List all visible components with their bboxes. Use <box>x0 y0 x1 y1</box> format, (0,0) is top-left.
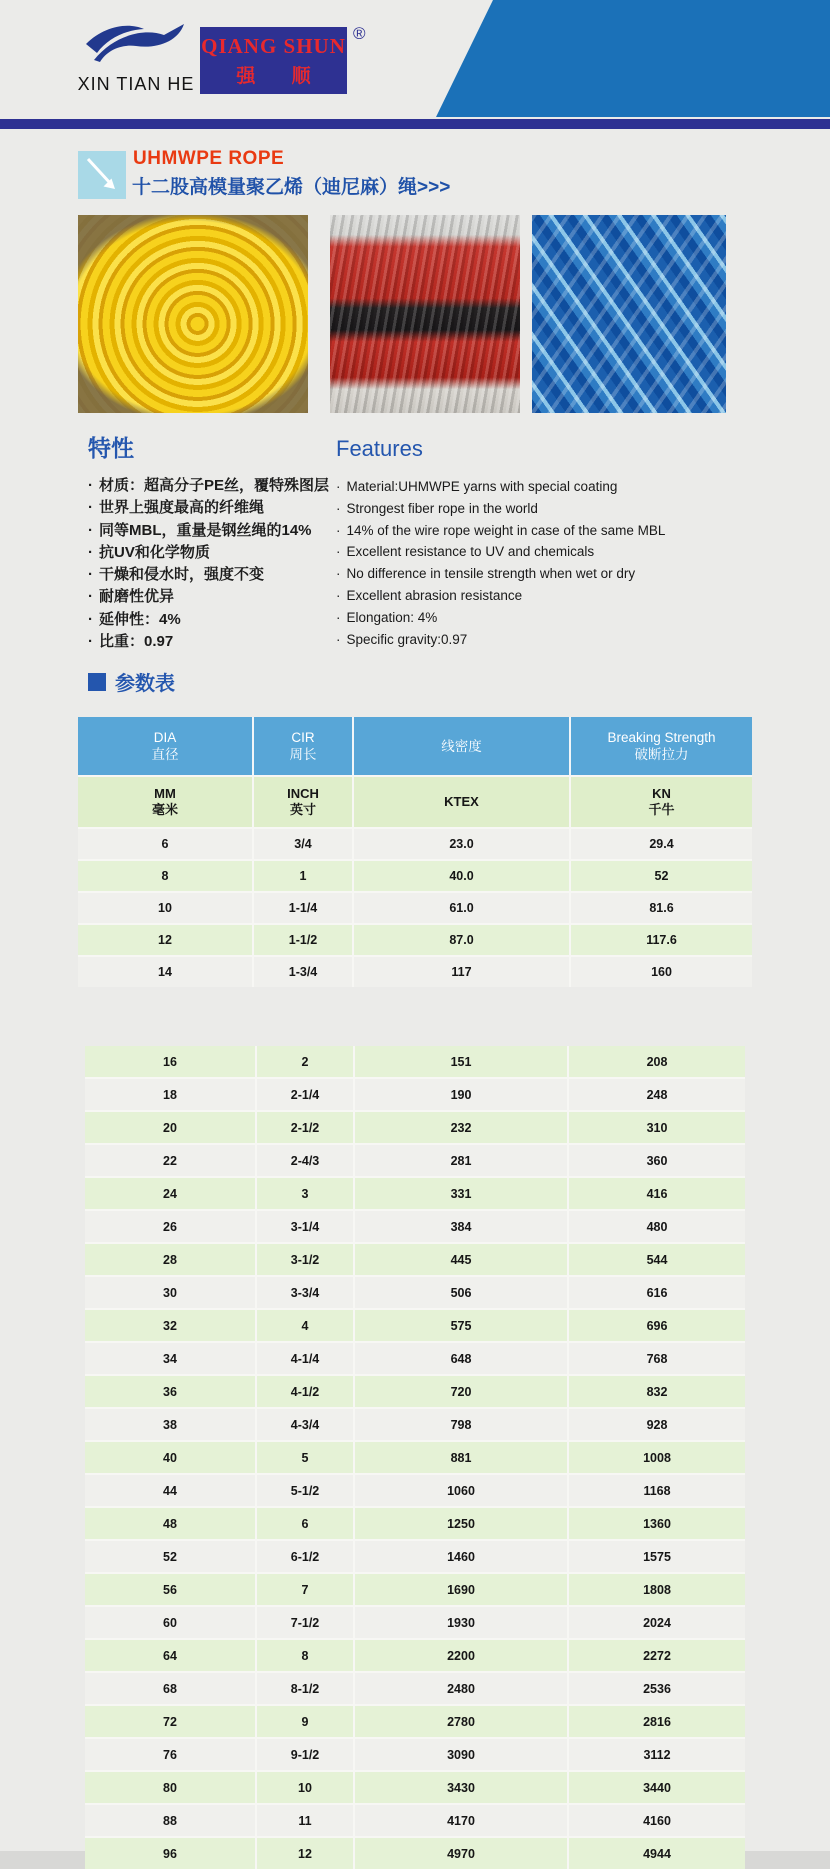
table-row <box>85 1275 745 1308</box>
table-cell: 14 <box>78 957 254 987</box>
table-cell: 881 <box>355 1442 569 1473</box>
table-cell: 23.0 <box>354 829 571 859</box>
column-unit <box>354 777 571 827</box>
bullet-dot-icon: · <box>336 479 341 494</box>
table-cell: 10 <box>257 1772 355 1803</box>
table-cell: 5-1/2 <box>257 1475 355 1506</box>
brand-name-en: QIANG SHUN <box>201 33 346 58</box>
table-cell: 331 <box>355 1178 569 1209</box>
column-header <box>354 717 571 775</box>
bullet-dot-icon: · <box>88 588 93 606</box>
column-header <box>571 717 752 775</box>
parameters-heading <box>88 667 175 696</box>
feature-item <box>88 475 343 497</box>
table-cell: 10 <box>78 893 254 923</box>
table-cell: 2200 <box>355 1640 569 1671</box>
feature-item <box>336 520 726 542</box>
table-cell: 4-3/4 <box>257 1409 355 1440</box>
table-cell: 1690 <box>355 1574 569 1605</box>
table-cell: 2480 <box>355 1673 569 1704</box>
table-cell: 3/4 <box>254 829 354 859</box>
table-row <box>85 1506 745 1539</box>
table-row <box>85 1440 745 1473</box>
table-cell: 1575 <box>643 1549 671 1564</box>
photo-yellow-rope <box>78 215 308 413</box>
table-cell: 60 <box>85 1607 257 1638</box>
feature-text: Material:UHMWPE yarns with special coating <box>346 479 618 494</box>
brand-zh-char: 顺 <box>291 65 311 87</box>
table-cell: 544 <box>646 1252 668 1267</box>
table-row <box>85 1539 745 1572</box>
table-cell: 696 <box>646 1318 668 1333</box>
table-cell: 3-1/2 <box>257 1244 355 1275</box>
table-cell: 52 <box>654 869 669 883</box>
registered-trademark-symbol: ® <box>353 24 366 43</box>
table-row <box>85 1770 745 1803</box>
company-logo <box>68 20 204 95</box>
column-unit-line: 千牛 <box>648 802 675 817</box>
table-cell: 117 <box>354 957 571 987</box>
table-cell: 768 <box>646 1351 668 1366</box>
feature-item <box>88 631 343 653</box>
table-cell: 16 <box>85 1046 257 1077</box>
column-unit-line: 毫米 <box>151 802 178 817</box>
table-cell: 2816 <box>643 1714 671 1729</box>
table-cell: 360 <box>646 1153 668 1168</box>
feature-text: Strongest fiber rope in the world <box>346 500 538 516</box>
column-header-line: Breaking Strength <box>607 730 716 745</box>
table-cell: 190 <box>355 1079 569 1110</box>
bullet-dot-icon: · <box>88 477 93 494</box>
table-header-row <box>78 717 752 775</box>
table-cell: 24 <box>85 1178 257 1209</box>
table-cell: 2272 <box>643 1648 671 1663</box>
product-title-en: UHMWPE ROPE <box>133 148 285 169</box>
table-row <box>85 1242 745 1275</box>
table-cell: 151 <box>355 1046 569 1077</box>
bullet-dot-icon: · <box>336 522 341 538</box>
column-unit-line: KTEX <box>444 794 479 809</box>
table-cell: 208 <box>646 1054 668 1069</box>
table-cell: 52 <box>85 1541 257 1572</box>
table-row <box>85 1737 745 1770</box>
bullet-dot-icon: · <box>336 566 341 582</box>
table-cell: 4-1/4 <box>257 1343 355 1374</box>
table-cell: 61.0 <box>354 893 571 923</box>
table-row <box>78 923 752 955</box>
table-cell: 8 <box>78 861 254 891</box>
bullet-dot-icon: · <box>336 544 341 560</box>
table-row <box>85 1638 745 1671</box>
table-cell: 38 <box>85 1409 257 1440</box>
table-cell: 2 <box>257 1046 355 1077</box>
table-cell: 1168 <box>643 1483 671 1498</box>
table-cell: 4970 <box>355 1838 569 1869</box>
table-cell: 88 <box>85 1805 257 1836</box>
table-row <box>85 1407 745 1440</box>
table-cell: 76 <box>85 1739 257 1770</box>
table-cell: 4160 <box>643 1813 671 1828</box>
feature-text: No difference in tensile strength when wet or dry <box>346 566 636 582</box>
table-row <box>85 1704 745 1737</box>
table-cell: 7 <box>257 1574 355 1605</box>
table-cell: 2-1/2 <box>257 1112 355 1143</box>
table-cell: 48 <box>85 1508 257 1539</box>
bullet-dot-icon: · <box>88 566 93 584</box>
table-row <box>85 1671 745 1704</box>
table-body <box>78 827 752 987</box>
table-cell: 232 <box>355 1112 569 1143</box>
table-cell: 832 <box>646 1384 668 1399</box>
table-row <box>85 1209 745 1242</box>
column-unit-line: INCH <box>287 786 319 801</box>
bullet-dot-icon: · <box>336 631 341 647</box>
table-cell: 44 <box>85 1475 257 1506</box>
features-section-en <box>336 436 726 650</box>
features-list-zh <box>88 475 343 653</box>
table-cell: 616 <box>646 1285 668 1300</box>
table-cell: 480 <box>646 1219 668 1234</box>
table-cell: 3090 <box>355 1739 569 1770</box>
table-cell: 4 <box>257 1310 355 1341</box>
table-cell: 26 <box>85 1211 257 1242</box>
column-unit <box>78 777 254 827</box>
table-cell: 5 <box>257 1442 355 1473</box>
table-cell: 22 <box>85 1145 257 1176</box>
table-cell: 6 <box>78 829 254 859</box>
bullet-dot-icon: · <box>88 633 93 651</box>
column-header-line: 线密度 <box>441 738 482 754</box>
table-cell: 384 <box>355 1211 569 1242</box>
table-cell: 1460 <box>355 1541 569 1572</box>
column-unit-line: 英寸 <box>289 802 316 817</box>
table-cell: 64 <box>85 1640 257 1671</box>
table-cell: 8 <box>257 1640 355 1671</box>
parameters-heading-text: 参数表 <box>115 673 175 695</box>
table-cell: 506 <box>355 1277 569 1308</box>
feature-text: 耐磨性优异 <box>99 588 175 606</box>
parameters-table-upper <box>78 717 752 987</box>
table-cell: 416 <box>646 1186 668 1201</box>
features-section-zh <box>88 430 343 653</box>
table-cell: 281 <box>355 1145 569 1176</box>
arrow-icon <box>78 151 126 199</box>
table-row <box>85 1077 745 1110</box>
square-bullet-icon <box>88 673 106 691</box>
feature-item <box>336 629 726 651</box>
feature-text: Excellent abrasion resistance <box>346 587 523 603</box>
table-row <box>78 827 752 859</box>
column-header-line: DIA <box>153 730 177 745</box>
table-cell: 2536 <box>643 1681 671 1696</box>
table-cell: 4-1/2 <box>257 1376 355 1407</box>
feature-text: 延伸性：4% <box>99 610 181 628</box>
table-units-row <box>78 775 752 827</box>
table-cell: 160 <box>651 965 672 979</box>
table-cell: 2-1/4 <box>257 1079 355 1110</box>
bullet-dot-icon: · <box>88 521 93 539</box>
feature-text: 比重：0.97 <box>99 633 174 651</box>
table-cell: 6-1/2 <box>257 1541 355 1572</box>
column-header-line: 破断拉力 <box>634 747 689 762</box>
feature-text: 干燥和侵水时，强度不变 <box>99 566 265 584</box>
table-row <box>85 1110 745 1143</box>
table-cell: 3440 <box>643 1780 671 1795</box>
feature-item <box>336 607 726 629</box>
features-heading-zh: 特性 <box>88 435 134 461</box>
table-cell: 1-1/4 <box>254 893 354 923</box>
table-cell: 80 <box>85 1772 257 1803</box>
bullet-dot-icon: · <box>88 499 93 517</box>
table-row <box>85 1341 745 1374</box>
photo-red-rope <box>330 215 520 413</box>
table-cell: 3-3/4 <box>257 1277 355 1308</box>
feature-item <box>336 541 726 563</box>
feature-item <box>88 520 343 542</box>
column-unit <box>571 777 752 827</box>
table-cell: 28 <box>85 1244 257 1275</box>
feature-text: Elongation: 4% <box>346 609 438 625</box>
table-row <box>85 1803 745 1836</box>
table-row <box>85 1836 745 1869</box>
table-cell: 1-3/4 <box>254 957 354 987</box>
table-cell: 8-1/2 <box>257 1673 355 1704</box>
table-cell: 40 <box>85 1442 257 1473</box>
table-cell: 87.0 <box>354 925 571 955</box>
table-body <box>85 1046 745 1869</box>
feature-text: 同等MBL，重量是钢丝绳的14% <box>99 521 312 539</box>
table-cell: 1808 <box>643 1582 671 1597</box>
table-row <box>85 1572 745 1605</box>
column-header <box>78 717 254 775</box>
table-cell: 2780 <box>355 1706 569 1737</box>
bullet-dot-icon: · <box>336 500 341 516</box>
table-row <box>85 1046 745 1077</box>
table-row <box>78 955 752 987</box>
table-cell: 575 <box>355 1310 569 1341</box>
table-row <box>78 859 752 891</box>
table-cell: 4944 <box>643 1846 671 1861</box>
bullet-dot-icon: · <box>88 543 93 561</box>
feature-item <box>88 497 343 519</box>
bullet-dot-icon: · <box>88 610 93 628</box>
table-cell: 36 <box>85 1376 257 1407</box>
feature-item <box>336 563 726 585</box>
table-row <box>85 1143 745 1176</box>
company-name: XIN TIAN HE <box>77 74 195 94</box>
table-cell: 445 <box>355 1244 569 1275</box>
table-cell: 29.4 <box>649 837 674 851</box>
product-photos <box>78 215 726 413</box>
feature-item <box>88 564 343 586</box>
feature-item <box>88 609 343 631</box>
feature-text: Specific gravity:0.97 <box>346 631 468 647</box>
column-unit <box>254 777 354 827</box>
feature-item <box>336 476 726 498</box>
feature-text: Excellent resistance to UV and chemicals <box>346 544 595 560</box>
bullet-dot-icon: · <box>336 587 341 603</box>
feature-item <box>88 542 343 564</box>
table-cell: 3 <box>257 1178 355 1209</box>
features-heading-en: Features <box>336 436 423 461</box>
table-cell: 648 <box>355 1343 569 1374</box>
parameters-table-lower <box>85 1046 745 1869</box>
feature-item <box>88 586 343 608</box>
table-cell: 30 <box>85 1277 257 1308</box>
table-row <box>85 1176 745 1209</box>
table-row <box>85 1374 745 1407</box>
table-cell: 798 <box>355 1409 569 1440</box>
table-cell: 34 <box>85 1343 257 1374</box>
table-cell: 310 <box>646 1120 668 1135</box>
feature-text: 世界上强度最高的纤维绳 <box>99 499 265 517</box>
photo-blue-rope <box>532 215 726 413</box>
table-cell: 96 <box>85 1838 257 1869</box>
table-row <box>85 1308 745 1341</box>
table-cell: 248 <box>646 1087 668 1102</box>
header-divider-bar <box>0 119 830 129</box>
brand-zh-char: 强 <box>236 65 256 87</box>
column-header-line: 周长 <box>289 747 317 762</box>
table-row <box>85 1605 745 1638</box>
column-unit-line: KN <box>652 786 671 801</box>
table-cell: 9-1/2 <box>257 1739 355 1770</box>
table-cell: 9 <box>257 1706 355 1737</box>
table-cell: 720 <box>355 1376 569 1407</box>
table-cell: 3430 <box>355 1772 569 1803</box>
table-cell: 2-4/3 <box>257 1145 355 1176</box>
table-cell: 81.6 <box>649 901 674 915</box>
feature-text: 抗UV和化学物质 <box>99 543 210 561</box>
table-cell: 12 <box>78 925 254 955</box>
brand-badge <box>200 27 347 94</box>
table-cell: 1360 <box>643 1516 671 1531</box>
table-cell: 18 <box>85 1079 257 1110</box>
feature-item <box>336 498 726 520</box>
table-cell: 1008 <box>643 1450 671 1465</box>
table-cell: 1250 <box>355 1508 569 1539</box>
bird-swoosh-icon <box>68 20 204 72</box>
feature-text: 材质：超高分子PE丝，覆特殊图层 <box>99 477 330 494</box>
table-cell: 928 <box>646 1417 668 1432</box>
table-cell: 3112 <box>643 1747 671 1762</box>
product-title-zh: 十二股高模量聚乙烯（迪尼麻）绳>>> <box>132 177 451 198</box>
table-cell: 4170 <box>355 1805 569 1836</box>
table-row <box>85 1473 745 1506</box>
table-cell: 56 <box>85 1574 257 1605</box>
table-cell: 6 <box>257 1508 355 1539</box>
table-cell: 7-1/2 <box>257 1607 355 1638</box>
brand-name-zh <box>200 61 347 88</box>
table-cell: 20 <box>85 1112 257 1143</box>
features-list-en <box>336 476 726 650</box>
table-cell: 32 <box>85 1310 257 1341</box>
table-cell: 1930 <box>355 1607 569 1638</box>
table-cell: 11 <box>257 1805 355 1836</box>
table-cell: 117.6 <box>646 933 677 947</box>
column-header-line: CIR <box>291 730 315 745</box>
table-cell: 12 <box>257 1838 355 1869</box>
table-cell: 1 <box>254 861 354 891</box>
table-cell: 1060 <box>355 1475 569 1506</box>
feature-text: 14% of the wire rope weight in case of the same MBL <box>346 522 666 538</box>
table-cell: 40.0 <box>354 861 571 891</box>
table-cell: 1-1/2 <box>254 925 354 955</box>
column-header <box>254 717 354 775</box>
table-cell: 68 <box>85 1673 257 1704</box>
column-header-line: 直径 <box>151 747 179 762</box>
table-cell: 72 <box>85 1706 257 1737</box>
column-unit-line: MM <box>154 786 176 801</box>
feature-item <box>336 585 726 607</box>
table-row <box>78 891 752 923</box>
table-cell: 3-1/4 <box>257 1211 355 1242</box>
bullet-dot-icon: · <box>336 609 341 625</box>
table-cell: 2024 <box>643 1615 671 1630</box>
